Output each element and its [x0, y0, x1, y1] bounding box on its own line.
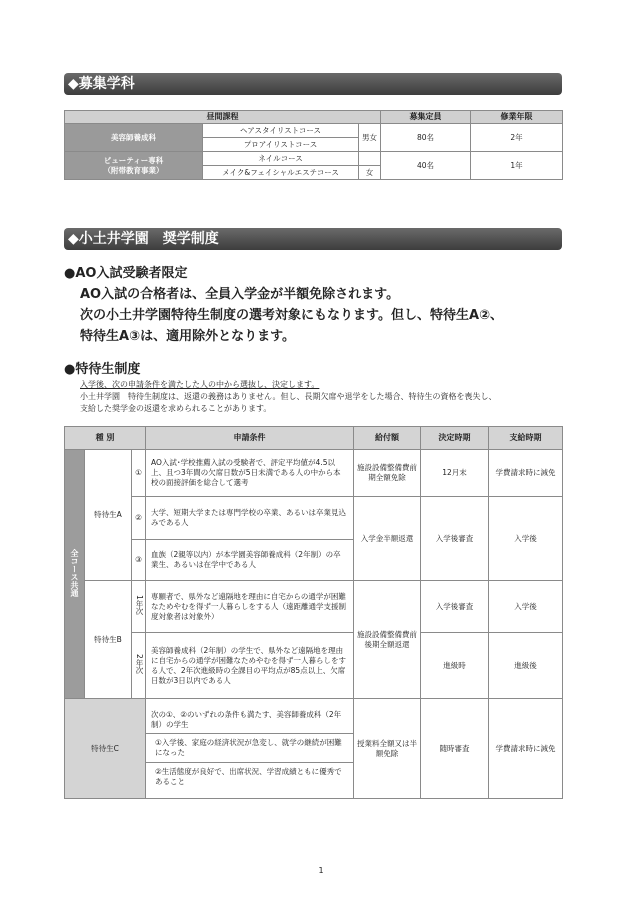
a23-amount: 入学金半額返還 [354, 497, 421, 581]
a-num-2: ② [132, 497, 146, 540]
scholarship-table [64, 426, 563, 799]
dept-special [65, 152, 203, 180]
a1-cond: AO入試･学校推薦入試の受験者で、評定平均値が4.5以上、且つ3年間の欠席日数が5日未満である人の中から本校の面接評価を総合して選考 [146, 450, 354, 497]
years-1: 1年 [471, 152, 563, 180]
header-capacity: 募集定員 [381, 111, 471, 124]
gender-female: 女 [359, 166, 381, 180]
c-cond [146, 699, 354, 799]
b2-payment: 進級後 [489, 633, 563, 699]
scholarship-desc-3: 支給した奨学金の返還を求められることがあります。 [80, 404, 272, 413]
c-decision: 随時審査 [421, 699, 489, 799]
c-cond-1: ①入学後、家庭の経済状況が急変し、就学の継続が困難になった [146, 734, 353, 763]
scholarship-title: ●特待生制度 [64, 362, 141, 377]
cap-80: 80名 [381, 124, 471, 152]
ao-title: ●AO入試受験者限定 [64, 266, 188, 281]
scholarship-desc-2: 小土井学園 特待生制度は、返還の義務はありません。但し、長期欠席や退学をした場合、特待生の資格を喪失し、 [80, 392, 497, 401]
a2-cond: 大学、短期大学または専門学校の卒業、あるいは卒業見込みである人 [146, 497, 354, 540]
a-num-3: ③ [132, 540, 146, 581]
header-years: 修業年限 [471, 111, 563, 124]
b1-payment: 入学後 [489, 581, 563, 633]
course-hair: ヘアスタイリストコース [203, 124, 359, 138]
course-make: メイク&フェイシャルエステコース [203, 166, 359, 180]
a23-payment: 入学後 [489, 497, 563, 581]
dept-special-name: ビューティー専科 [103, 155, 164, 165]
departments-table [64, 110, 563, 180]
b-year-1-text: 1年次 [135, 595, 144, 615]
b2-cond: 美容師養成科（2年制）の学生で、県外など遠隔地を理由に自宅からの通学が困難なためやむを得ず一人暮らしをする人で、2年次進級時の全課目の平均点が85点以上、欠席日数が3日以内である人 [146, 633, 354, 699]
type-a: 特待生A [85, 450, 132, 581]
all-courses-label [65, 450, 85, 699]
scholarship-desc-1: 入学後、次の申請条件を満たした人の中から選抜し、決定します。 [80, 380, 320, 389]
header-cond: 申請条件 [146, 427, 354, 450]
type-c: 特待生C [65, 699, 146, 799]
c-cond-main: 次の①、②のいずれの条件も満たす、美容師養成科（2年制）の学生 [146, 707, 353, 734]
dept-beauty: 美容師養成科 [65, 124, 203, 152]
a23-decision: 入学後審査 [421, 497, 489, 581]
page-number: 1 [318, 866, 324, 875]
a3-cond: 血族（2親等以内）が本学園美容師養成科（2年制）の卒業生、あるいは在学中である人 [146, 540, 354, 581]
ao-line-2: 次の小土井学園特待生制度の選考対象にもなります。但し、特待生A②、 [80, 308, 504, 323]
header-course: 昼間課程 [65, 111, 381, 124]
b-year-2-text: 2年次 [135, 654, 144, 674]
b-year-2 [132, 633, 146, 699]
course-nail: ネイルコース [203, 152, 359, 166]
a1-decision: 12月末 [421, 450, 489, 497]
gender-nail [359, 152, 381, 166]
header-kind: 種 別 [65, 427, 146, 450]
a1-amount: 施設設備整備費前期全額免除 [354, 450, 421, 497]
years-2: 2年 [471, 124, 563, 152]
all-courses-text: 全コース共通 [70, 549, 79, 597]
b1-decision: 入学後審査 [421, 581, 489, 633]
header-payment: 支給時期 [489, 427, 563, 450]
b2-decision: 進級時 [421, 633, 489, 699]
dept-special-note: （附帯教育事業） [103, 165, 164, 175]
course-pro-eye: プロアイリストコース [203, 138, 359, 152]
ao-line-1: AO入試の合格者は、全員入学金が半額免除されます。 [80, 287, 400, 302]
c-payment: 学費請求時に減免 [489, 699, 563, 799]
b1-cond: 専願者で、県外など遠隔地を理由に自宅からの通学が困難なためやむを得ず一人暮らしをする人（遠距離通学支援制度対象者は対象外） [146, 581, 354, 633]
b-year-1 [132, 581, 146, 633]
section-heading-departments: ◆募集学科 [64, 73, 562, 95]
a-num-1: ① [132, 450, 146, 497]
section-heading-scholarship: ◆小土井学園 奨学制度 [64, 228, 562, 250]
c-cond-2: ②生活態度が良好で、出席状況、学習成績ともに優秀であること [155, 766, 342, 786]
b-amount: 施設設備整備費前後期全額返還 [354, 581, 421, 699]
ao-line-3: 特待生A③は、適用除外となります。 [80, 329, 296, 344]
header-decision: 決定時期 [421, 427, 489, 450]
type-b: 特待生B [85, 581, 132, 699]
gender-both: 男女 [359, 124, 381, 152]
header-amount: 給付額 [354, 427, 421, 450]
a1-payment: 学費請求時に減免 [489, 450, 563, 497]
cap-40: 40名 [381, 152, 471, 180]
c-amount: 授業料全額又は半額免除 [354, 699, 421, 799]
